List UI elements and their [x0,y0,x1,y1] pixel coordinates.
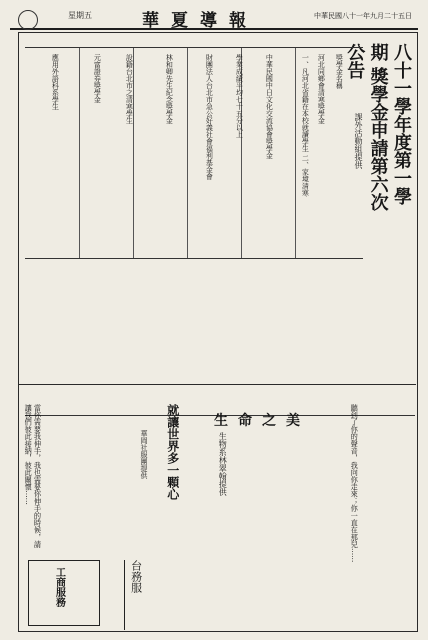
ad-column: 台務服 [124,560,142,630]
issue-date: 中華民國八十一年九月二十五日 [314,12,412,20]
table-cell: 一、凡河北省籍在本校就讀學生 二、家境清寒 [301,54,310,197]
issue-label: 星期五 [68,11,92,20]
ad-box [28,560,100,626]
article-title: 八十一學年度第一學期 獎學金申請第六次公告 [344,43,412,212]
table-cell: 中華民國中日文化交流協會獎學金 [265,54,274,159]
section-divider [18,384,416,385]
emblem-icon [18,10,38,30]
section-byline-left: 華岡社服團提供 [140,430,149,479]
article-source: 課外活動組提供 [354,113,363,169]
page-header [10,6,418,30]
table-cell: 元富證券獎學金 [93,54,102,103]
section-heading-right: 生命之美 [214,413,310,429]
table-cell: 河北同鄉會清寒獎學金 [317,54,326,124]
section-body-left: 當你需要我伸手，我也需要你伸手的時候，請讓我們彼此接納，彼此關懷…… [24,404,43,548]
table-cell: 設籍台北市之清寒學生 [125,54,134,124]
scholarship-table [25,47,363,259]
section-body-right: 聽到了你的聲音，我向你走來；你一直在那兒…… [350,404,360,563]
table-cell: 林和卿先生紀念獎學金 [165,54,174,124]
section-heading-left: 就讓世界多一顆心 [165,404,180,500]
table-cell: 獎學金名稱 [335,54,344,89]
ad-box-text: 工商服務 [53,567,65,607]
section-byline-right: 生物系林翠翰提供 [218,432,228,496]
masthead-title: 華夏導報 [142,11,258,31]
scholarship-table-continued [25,265,415,416]
table-cell: 學業成績平均七十五分以上 [235,54,244,138]
table-cell: 財團法人台北市急公好義社會福利基金會 [205,54,214,180]
table-cell: 應用外語科系學生 [51,54,60,110]
